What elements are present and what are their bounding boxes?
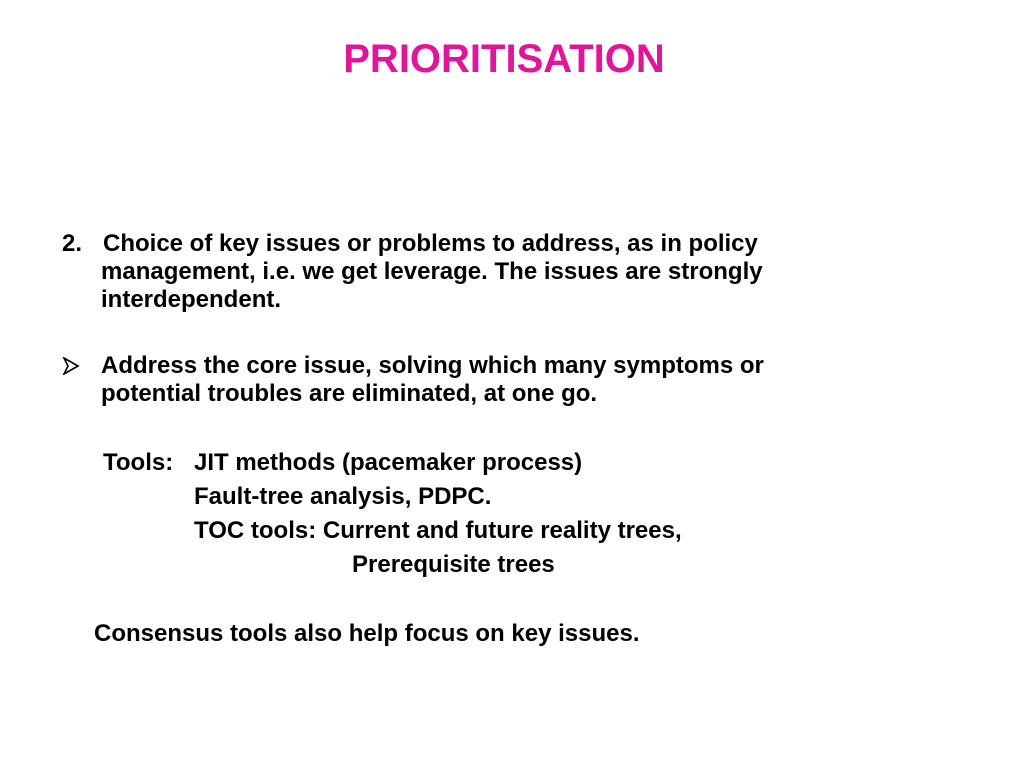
point-line-3: interdependent. — [101, 286, 282, 313]
bullet-line-2: potential troubles are eliminated, at one go. — [101, 380, 598, 407]
tools-item-prerequisite: Prerequisite trees — [352, 551, 555, 578]
point-line-1: Choice of key issues or problems to address, as in policy — [103, 230, 758, 257]
tools-item-fault-tree: Fault-tree analysis, PDPC. — [194, 483, 492, 510]
tools-item-jit: JIT methods (pacemaker process) — [194, 449, 583, 476]
tools-item-toc: TOC tools: Current and future reality trees, — [194, 517, 682, 544]
bullet-line-1: Address the core issue, solving which many symptoms or — [101, 352, 764, 379]
tools-label: Tools: — [103, 449, 174, 476]
closing-statement: Consensus tools also help focus on key issues. — [94, 620, 640, 647]
arrow-bullet-icon — [62, 357, 80, 375]
point-line-2: management, i.e. we get leverage. The issues are strongly — [101, 258, 763, 285]
slide-title: PRIORITISATION — [343, 37, 665, 81]
point-number: 2. — [62, 230, 83, 257]
